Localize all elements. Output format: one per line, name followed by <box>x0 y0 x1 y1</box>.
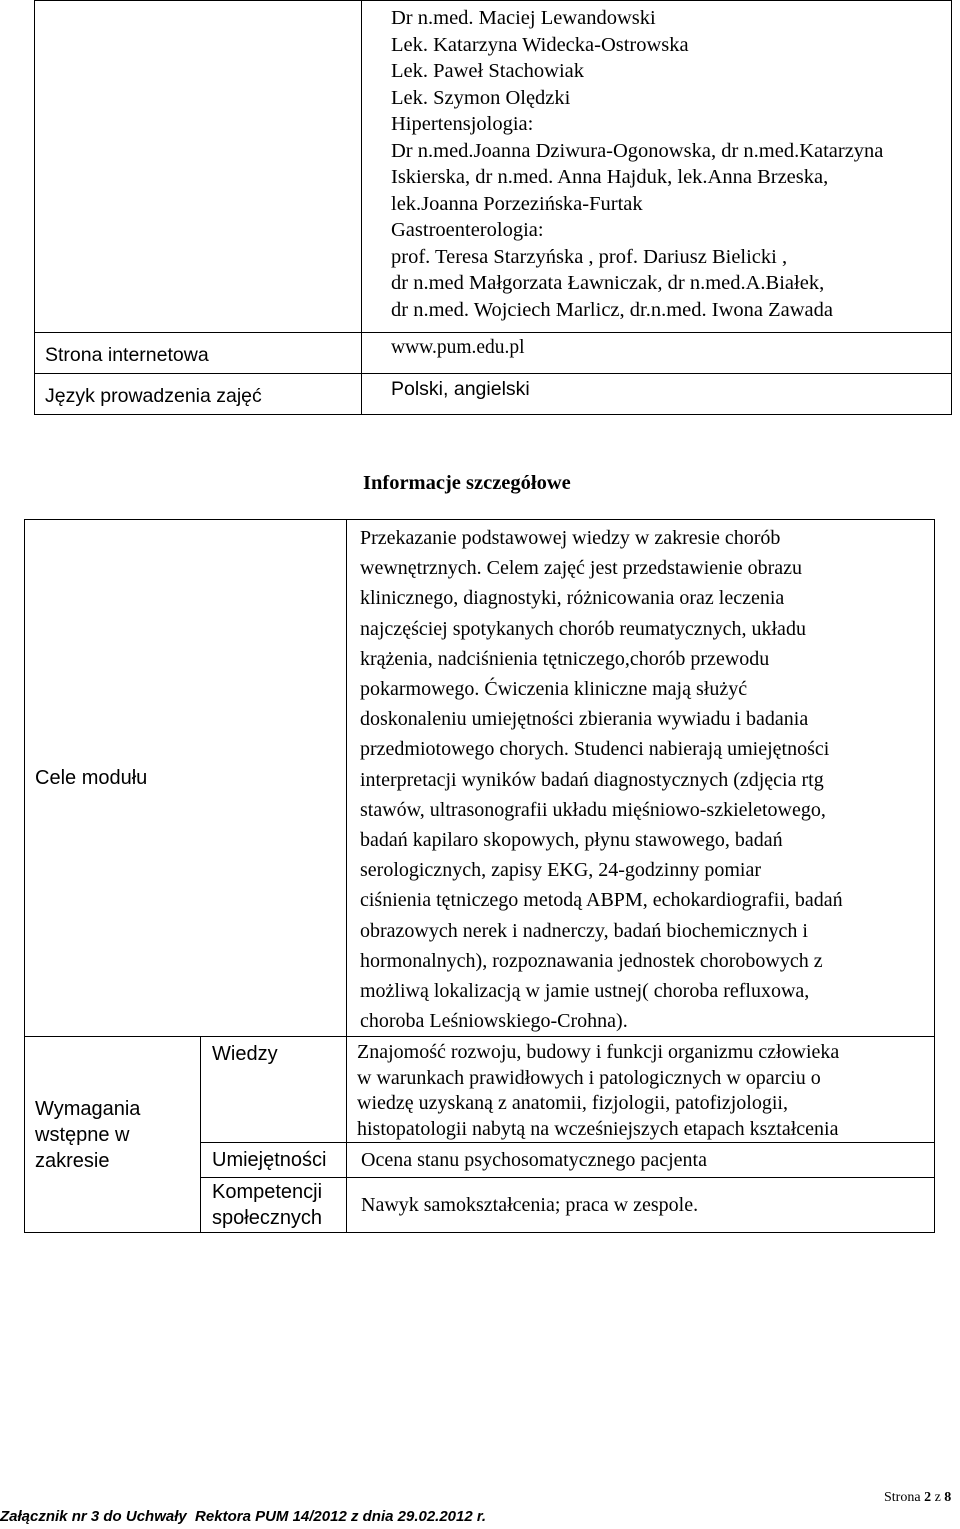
page-number <box>884 1490 951 1506</box>
goals-line: wewnętrznych. Celem zajęć jest przedstawienie obrazu <box>360 557 803 580</box>
page-number-prefix: Strona <box>884 1490 925 1505</box>
language-value: Polski, angielski <box>362 374 952 415</box>
staff-line: Lek. Katarzyna Widecka-Ostrowska <box>391 33 689 56</box>
skills-label: Umiejętności <box>212 1149 327 1172</box>
goals-line: krążenia, nadciśnienia tętniczego,chorób przewodu <box>360 647 770 670</box>
social-label-cell <box>201 1178 347 1233</box>
goals-text <box>347 520 935 1037</box>
goals-line: Przekazanie podstawowej wiedzy w zakresie chorób <box>360 527 781 549</box>
staff-line: lek.Joanna Porzezińska-Furtak <box>391 192 643 215</box>
social-label: Kompetencji społecznych <box>212 1181 323 1230</box>
goals-line: możliwą lokalizacją w jamie ustnej( choroba refluxowa, <box>360 980 810 1003</box>
knowledge-label: Wiedzy <box>212 1043 278 1066</box>
staff-line: Iskierska, dr n.med. Anna Hajduk, lek.Anna Brzeska, <box>391 166 829 188</box>
skills-value: Ocena stanu psychosomatycznego pacjenta <box>361 1149 707 1172</box>
staff-line: dr n.med. Wojciech Marlicz, dr.n.med. Iwona Zawada <box>391 298 833 321</box>
website-label: Strona internetowa <box>35 333 362 374</box>
course-info-table <box>34 0 952 415</box>
section-title: Informacje szczegółowe <box>363 472 571 494</box>
page-number-total: 8 <box>944 1490 952 1505</box>
goals-line: serologicznych, zapisy EKG, 24-godzinny pomiar <box>360 859 762 882</box>
knowledge-line: histopatologii nabytą na wcześniejszych etapach kształcenia <box>357 1117 839 1140</box>
goals-line: najczęściej spotykanych chorób reumatycznych, układu <box>360 617 806 640</box>
staff-line: prof. Teresa Starzyńska , prof. Dariusz Bielicki , <box>391 245 788 268</box>
page-number-current: 2 <box>924 1490 932 1505</box>
knowledge-line: wiedzę uzyskaną z anatomii, fizjologii, patofizjologii, <box>357 1092 788 1115</box>
goals-line: interpretacji wyników badań diagnostycznych (zdjęcia rtg <box>360 768 824 791</box>
goals-line: obrazowych nerek i nadnerczy, badań biochemicznych i <box>360 919 808 942</box>
blank-label-cell <box>35 1 362 333</box>
knowledge-line: Znajomość rozwoju, budowy i funkcji organizmu człowieka <box>357 1041 840 1064</box>
skills-label-cell <box>201 1143 347 1178</box>
resolution-footer: Załącznik nr 3 do Uchwały Rektora PUM 14/2012 z dnia 29.02.2012 r. <box>0 1508 487 1525</box>
requirements-label-cell <box>25 1037 201 1233</box>
social-value-cell <box>347 1178 935 1233</box>
goals-line: ciśnienia tętniczego metodą ABPM, echokardiografii, badań <box>360 889 843 912</box>
requirements-label: Wymagania wstępne w zakresie <box>35 1097 141 1172</box>
goals-line: klinicznego, diagnostyki, różnicowania oraz leczenia <box>360 587 785 610</box>
staff-list <box>362 1 952 333</box>
goals-line: pokarmowego. Ćwiczenia kliniczne mają służyć <box>360 678 748 701</box>
goals-label: Cele modułu <box>35 767 148 790</box>
staff-line: dr n.med Małgorzata Ławniczak, dr n.med.A.Białek, <box>391 272 825 294</box>
goals-line: doskonaleniu umiejętności zbierania wywiadu i badania <box>360 708 809 731</box>
website-value: www.pum.edu.pl <box>362 333 952 374</box>
goals-line: stawów, ultrasonografii układu mięśniowo-szkieletowego, <box>360 798 826 821</box>
staff-line: Lek. Paweł Stachowiak <box>391 60 584 82</box>
staff-line: Gastroenterologia: <box>391 219 544 241</box>
goals-label-cell <box>25 520 347 1037</box>
language-label: Język prowadzenia zajęć <box>35 374 362 415</box>
knowledge-label-cell <box>201 1037 347 1143</box>
page-number-sep: z <box>931 1490 945 1505</box>
staff-line: Dr n.med.Joanna Dziwura-Ogonowska, dr n.med.Katarzyna <box>391 139 884 162</box>
goals-line: hormonalnych), rozpoznawania jednostek chorobowych z <box>360 949 823 972</box>
knowledge-text <box>347 1037 935 1143</box>
social-value: Nawyk samokształcenia; praca w zespole. <box>361 1194 699 1217</box>
goals-line: przedmiotowego chorych. Studenci nabierają umiejętności <box>360 738 830 761</box>
goals-line: choroba Leśniowskiego-Crohna). <box>360 1010 628 1033</box>
staff-line: Lek. Szymon Olędzki <box>391 86 571 109</box>
knowledge-line: w warunkach prawidłowych i patologicznych w oparciu o <box>357 1066 821 1089</box>
staff-line: Dr n.med. Maciej Lewandowski <box>391 7 656 29</box>
skills-value-cell <box>347 1143 935 1178</box>
staff-line: Hipertensjologia: <box>391 113 534 135</box>
details-table <box>24 519 935 1233</box>
goals-line: badań kapilaro skopowych, płynu stawowego, badań <box>360 829 783 852</box>
